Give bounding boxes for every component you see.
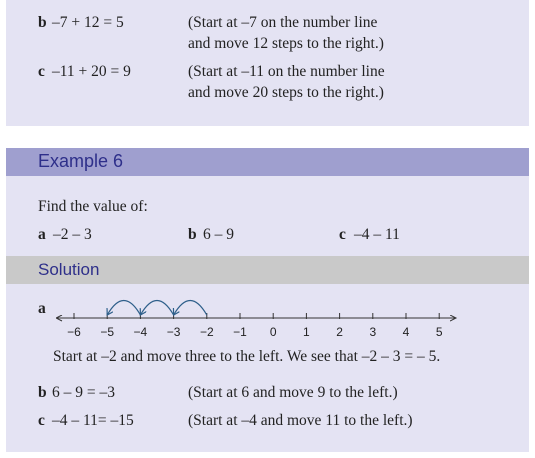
tick-label: 2 (336, 325, 343, 339)
example-part-c-expr: –4 – 11 (354, 226, 400, 243)
tick-label: −1 (233, 325, 247, 339)
example-part-a-expr: –2 – 3 (53, 226, 92, 243)
part-b-note-line1: (Start at –7 on the number line (188, 14, 378, 31)
part-b-equation: –7 + 12 = 5 (52, 14, 124, 31)
example-panel (6, 148, 529, 452)
solution-c-equation: –4 – 11= –15 (52, 412, 134, 429)
solution-a-text: Start at –2 and move three to the left. We see that –2 – 3 = – 5. (53, 348, 441, 365)
example-header (6, 148, 529, 176)
solution-title: Solution (38, 260, 100, 279)
tick-label: 3 (369, 325, 377, 339)
previous-solution-panel (6, 0, 529, 126)
number-line (6, 288, 529, 344)
solution-b-note: (Start at 6 and move 9 to the left.) (188, 384, 398, 401)
part-c-note-line2: and move 20 steps to the right.) (188, 84, 384, 101)
tick-label: 4 (402, 325, 410, 339)
tick-label: −2 (199, 325, 214, 339)
tick-label: 0 (269, 325, 277, 339)
tick-label: 5 (435, 325, 443, 339)
tick-label: −4 (133, 325, 148, 339)
example-part-c-label: c (339, 226, 346, 243)
tick-label: −5 (100, 325, 115, 339)
number-line-ticks (67, 313, 443, 339)
part-c-equation: –11 + 20 = 9 (52, 63, 131, 80)
example-part-a-label: a (38, 226, 46, 243)
tick-label: −6 (67, 325, 81, 339)
solution-c-label: c (38, 412, 45, 429)
example-part-b-expr: 6 – 9 (203, 226, 234, 243)
example-prompt: Find the value of: (38, 198, 148, 215)
jump-arc (140, 301, 173, 316)
part-c-label: c (38, 63, 45, 80)
tick-label: 1 (303, 325, 310, 339)
example-title: Example 6 (38, 151, 124, 171)
solution-header (6, 256, 529, 284)
solution-c-note: (Start at –4 and move 11 to the left.) (188, 412, 413, 429)
solution-b-equation: 6 – 9 = –3 (52, 384, 115, 401)
number-line-jumps (107, 301, 207, 316)
solution-a-label: a (38, 300, 46, 317)
part-b-note-line2: and move 12 steps to the right.) (188, 35, 384, 52)
part-b-label: b (38, 14, 47, 31)
jump-arc (174, 301, 207, 316)
jump-arc (107, 301, 140, 316)
tick-label: −3 (166, 325, 181, 339)
solution-b-label: b (38, 384, 47, 401)
part-c-note-line1: (Start at –11 on the number line (188, 63, 385, 80)
example-part-b-label: b (188, 226, 197, 243)
